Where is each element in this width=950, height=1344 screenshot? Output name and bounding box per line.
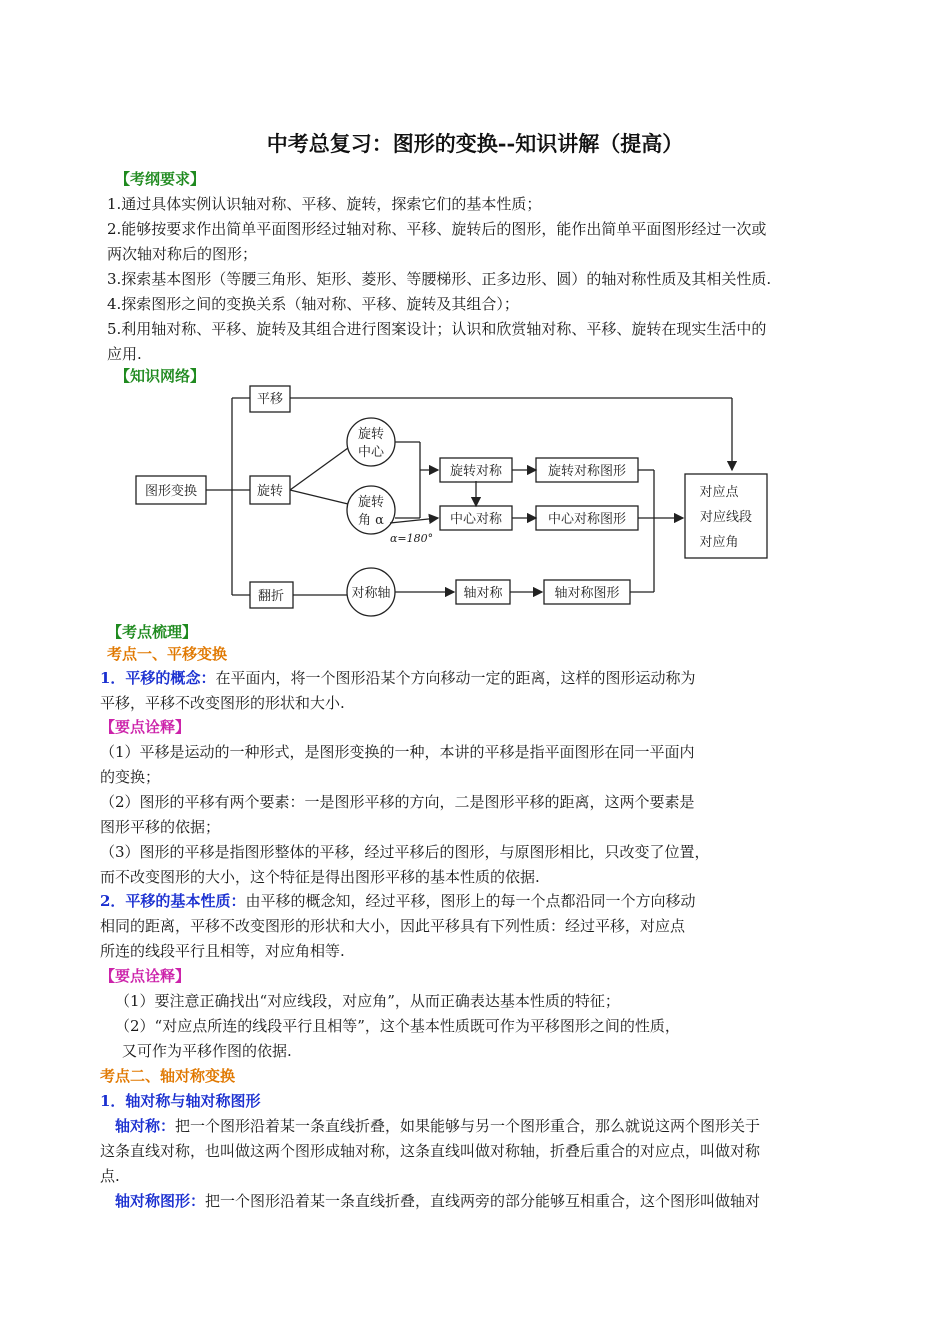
def1-line1 (115, 1116, 760, 1136)
note-heading-1: 【要点诠释】 (100, 718, 191, 736)
point1-heading: 考点一、平移变换 (107, 645, 228, 663)
def1-line2: 这条直线对称，也叫做这两个图形成轴对称，这条直线叫做对称轴，折叠后重合的对应点，叫做对称 (100, 1142, 761, 1160)
note-2a: （2）图形的平移有两个要素：一是图形平移的方向，二是图形平移的距离，这两个要素是 (100, 793, 695, 811)
section-kaogang: 【考纲要求】 (115, 170, 206, 188)
page-title: 中考总复习：图形的变换--知识讲解（提高） (266, 131, 684, 156)
def2-text: 把一个图形沿着某一条直线折叠，直线两旁的部分能够互相重合，这个图形叫做轴对 (205, 1192, 761, 1210)
result-angle: 对应角 (699, 535, 739, 550)
note-1b: 的变换； (100, 768, 161, 786)
note-heading-2: 【要点诠释】 (100, 967, 191, 985)
def1-label: 轴对称： (115, 1117, 176, 1135)
point2-heading: 考点二、轴对称变换 (100, 1067, 236, 1085)
node-axial-sym: 轴对称 (463, 586, 503, 601)
node-angle-line1: 旋转 (357, 495, 385, 510)
requirement-1: 1.通过具体实例认识轴对称、平移、旋转，探索它们的基本性质； (107, 195, 542, 213)
result-point: 对应点 (699, 485, 739, 500)
node-center-sym: 中心对称 (449, 512, 503, 527)
node-axial-sym-fig: 轴对称图形 (554, 586, 620, 601)
node-xuanzhuan: 旋转 (256, 484, 284, 499)
def2-label: 轴对称图形： (115, 1192, 206, 1210)
node-axis: 对称轴 (351, 586, 391, 601)
requirement-5a: 5.利用轴对称、平移、旋转及其组合进行图案设计；认识和欣赏轴对称、平移、旋转在现实生活中的 (107, 320, 767, 338)
node-center-line2: 中心 (357, 445, 385, 460)
node-fanzhe: 翻折 (257, 589, 285, 604)
note-2b: 图形平移的依据； (100, 818, 221, 836)
node-root: 图形变换 (144, 484, 198, 499)
concept-1-line1 (100, 668, 695, 688)
alpha-equation: α=180° (390, 532, 434, 545)
requirement-3: 3.探索基本图形（等腰三角形、矩形、菱形、等腰梯形、正多边形、圆）的轴对称性质及其相关性质. (107, 270, 772, 288)
concept-2-text: 由平移的概念知，经过平移，图形上的每一个点都沿同一个方向移动 (245, 892, 696, 910)
note-3b: 而不改变图形的大小，这个特征是得出图形平移的基本性质的依据. (100, 868, 540, 886)
note2-2a: （2）“对应点所连的线段平行且相等”，这个基本性质既可作为平移图形之间的性质， (115, 1017, 680, 1035)
point2-sub1: 1．轴对称与轴对称图形 (100, 1092, 261, 1110)
node-pingyi: 平移 (256, 392, 284, 407)
note-1a: （1）平移是运动的一种形式，是图形变换的一种，本讲的平移是指平面图形在同一平面内 (100, 743, 695, 761)
concept-2-line1 (100, 891, 695, 911)
section-wangluo: 【知识网络】 (115, 367, 206, 385)
concept-1-label: 1．平移的概念： (100, 669, 216, 687)
knowledge-network-diagram (128, 382, 788, 620)
section-kaodian: 【考点梳理】 (107, 623, 198, 641)
concept-2-line2: 相同的距离，平移不改变图形的形状和大小，因此平移具有下列性质：经过平移，对应点 (100, 917, 686, 935)
node-rot-sym: 旋转对称 (449, 464, 503, 479)
def1-text: 把一个图形沿着某一条直线折叠，如果能够与另一个图形重合，那么就说这两个图形关于 (175, 1117, 761, 1135)
note-3a: （3）图形的平移是指图形整体的平移，经过平移后的图形，与原图形相比，只改变了位置， (100, 843, 710, 861)
concept-2-label: 2．平移的基本性质： (100, 892, 246, 910)
concept-1-text: 在平面内，将一个图形沿某个方向移动一定的距离，这样的图形运动称为 (215, 669, 696, 687)
node-angle-line2: 角 α (358, 513, 384, 528)
node-center-line1: 旋转 (357, 427, 385, 442)
note2-1: （1）要注意正确找出“对应线段，对应角”，从而正确表达基本性质的特征； (115, 992, 620, 1010)
concept-1-line2: 平移，平移不改变图形的形状和大小. (100, 694, 345, 712)
def2-line1 (115, 1191, 760, 1211)
requirement-2a: 2.能够按要求作出简单平面图形经过轴对称、平移、旋转后的图形，能作出简单平面图形经过一次或 (107, 220, 767, 238)
requirement-4: 4.探索图形之间的变换关系（轴对称、平移、旋转及其组合）； (107, 295, 519, 313)
requirement-5b: 应用. (107, 345, 142, 363)
def1-line3: 点. (100, 1167, 120, 1185)
result-segment: 对应线段 (699, 510, 753, 525)
node-center-sym-fig: 中心对称图形 (547, 512, 627, 527)
requirement-2b: 两次轴对称后的图形； (107, 245, 258, 263)
note2-2b: 又可作为平移作图的依据. (122, 1042, 292, 1060)
node-rot-sym-fig: 旋转对称图形 (547, 464, 627, 479)
concept-2-line3: 所连的线段平行且相等，对应角相等. (100, 942, 345, 960)
